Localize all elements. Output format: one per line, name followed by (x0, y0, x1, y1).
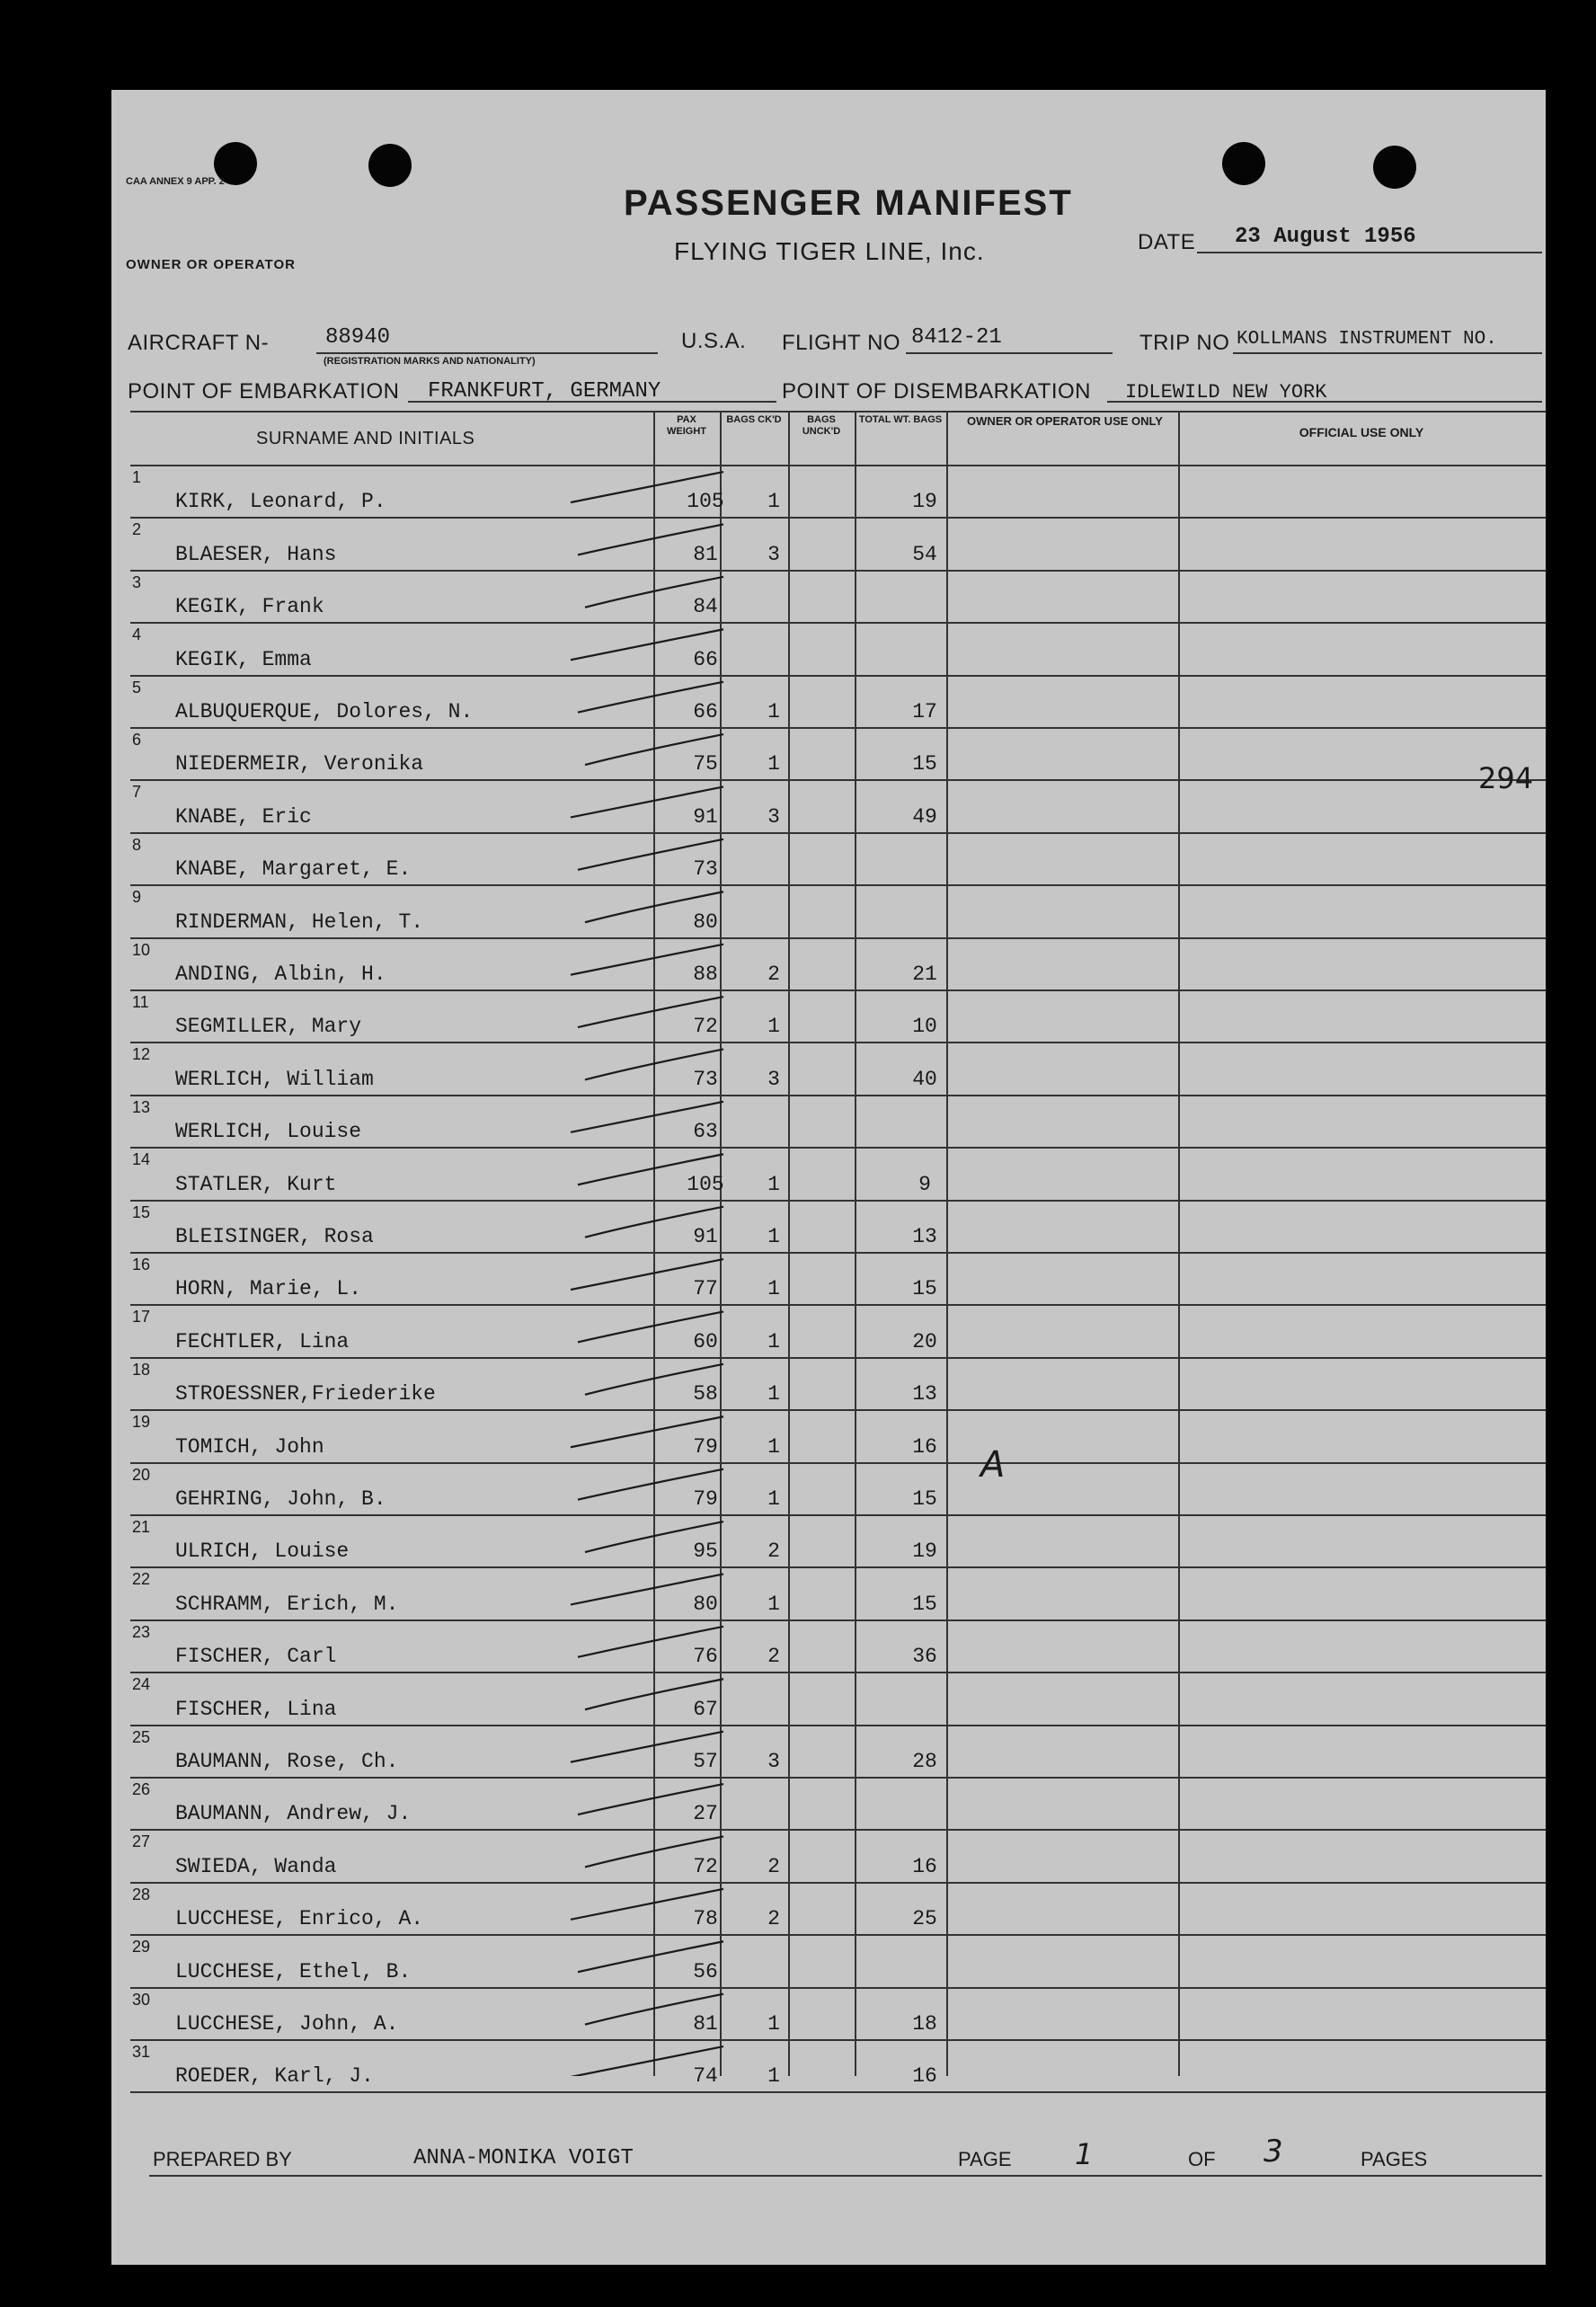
table-top-rule (130, 411, 1546, 413)
owner-note: A (980, 1444, 1006, 1486)
passenger-weight: 77 (693, 1277, 718, 1301)
col-header-bags-unckd: BAGS UNCK'D (802, 414, 841, 437)
official-note: 294 (1478, 761, 1534, 795)
total-bag-weight: 36 (912, 1645, 937, 1669)
passenger-table (130, 411, 1546, 2089)
row-number: 9 (132, 888, 142, 907)
row-number: 12 (132, 1045, 151, 1064)
page-value: 1 (1075, 2137, 1094, 2171)
passenger-weight: 91 (693, 804, 718, 829)
passenger-weight: 80 (693, 909, 718, 934)
passenger-weight: 76 (693, 1645, 718, 1669)
table-row (130, 570, 1546, 624)
passenger-weight: 80 (693, 1592, 718, 1616)
passenger-weight: 105 (687, 490, 724, 514)
total-bag-weight: 15 (912, 752, 937, 776)
table-row (130, 1566, 1546, 1620)
row-number: 14 (132, 1150, 151, 1169)
passenger-name: HORN, Marie, L. (175, 1277, 362, 1301)
passenger-name: FISCHER, Carl (175, 1645, 337, 1669)
passenger-name: KNABE, Eric (175, 804, 312, 829)
total-bag-weight: 18 (912, 2011, 937, 2036)
prepared-value: ANNA-MONIKA VOIGT (413, 2146, 634, 2170)
passenger-name: STROESSNER,Friederike (175, 1382, 436, 1406)
flight-underline (906, 352, 1113, 354)
bags-checked: 1 (767, 1486, 780, 1511)
passenger-name: KIRK, Leonard, P. (175, 490, 386, 514)
passenger-name: RINDERMAN, Helen, T. (175, 909, 424, 934)
bags-checked: 2 (767, 1539, 780, 1564)
table-row (130, 1829, 1546, 1883)
table-row (130, 989, 1546, 1043)
passenger-name: WERLICH, Louise (175, 1120, 362, 1144)
row-number: 17 (132, 1308, 151, 1327)
row-number: 5 (132, 678, 142, 697)
total-bag-weight: 54 (912, 542, 937, 566)
passenger-name: LUCCHESE, Enrico, A. (175, 1907, 424, 1931)
passenger-weight: 81 (693, 2011, 718, 2036)
passenger-weight: 84 (693, 595, 718, 619)
row-number: 22 (132, 1570, 151, 1589)
total-bag-weight: 21 (912, 962, 937, 986)
table-row (130, 1095, 1546, 1149)
page-title: PASSENGER MANIFEST (624, 183, 1073, 223)
passenger-weight: 73 (693, 1067, 718, 1091)
table-row (130, 1725, 1546, 1779)
passenger-weight: 66 (693, 699, 718, 723)
bags-checked: 2 (767, 1854, 780, 1878)
bags-checked: 1 (767, 1172, 780, 1196)
total-bag-weight: 15 (912, 1592, 937, 1616)
row-number: 23 (132, 1622, 151, 1641)
nationality: U.S.A. (681, 329, 747, 353)
page-label: PAGE (958, 2148, 1012, 2170)
embarkation-value: FRANKFURT, GERMANY (428, 379, 661, 404)
bags-checked: 3 (767, 542, 780, 566)
passenger-name: ANDING, Albin, H. (175, 962, 386, 986)
table-row (130, 1409, 1546, 1463)
passenger-weight: 79 (693, 1486, 718, 1511)
row-number: 27 (132, 1832, 151, 1851)
bags-checked: 1 (767, 1592, 780, 1616)
passenger-name: SCHRAMM, Erich, M. (175, 1592, 399, 1616)
punch-hole (368, 144, 412, 187)
form-code: CAA ANNEX 9 APP. 2 (126, 176, 225, 187)
passenger-weight: 27 (693, 1802, 718, 1826)
passenger-weight: 72 (693, 1015, 718, 1039)
disembarkation-label: POINT OF DISEMBARKATION (782, 379, 1091, 404)
table-row (130, 1252, 1546, 1306)
bags-checked: 1 (767, 1015, 780, 1039)
manifest-sheet (111, 90, 1546, 2265)
total-bag-weight: 15 (912, 1486, 937, 1511)
table-row (130, 622, 1546, 676)
of-label: OF (1188, 2148, 1216, 2170)
passenger-name: KEGIK, Frank (175, 595, 324, 619)
table-row (130, 2039, 1546, 2093)
passenger-name: FISCHER, Lina (175, 1697, 337, 1721)
flight-value: 8412-21 (911, 325, 1002, 350)
table-row (130, 1777, 1546, 1831)
passenger-name: KEGIK, Emma (175, 647, 312, 671)
trip-label: TRIP NO (1139, 331, 1230, 355)
bags-checked: 3 (767, 804, 780, 829)
passenger-weight: 74 (693, 2064, 718, 2089)
row-number: 16 (132, 1256, 151, 1273)
passenger-name: LUCCHESE, John, A. (175, 2011, 399, 2036)
row-number: 4 (132, 626, 142, 644)
table-row (130, 1462, 1546, 1516)
bags-checked: 1 (767, 1224, 780, 1248)
passenger-name: NIEDERMEIR, Veronika (175, 752, 424, 776)
bags-checked: 1 (767, 2064, 780, 2089)
table-row (130, 1514, 1546, 1568)
table-row (130, 1200, 1546, 1254)
row-number: 21 (132, 1518, 151, 1536)
trip-underline (1233, 352, 1542, 354)
passenger-name: WERLICH, William (175, 1067, 374, 1091)
table-row (130, 884, 1546, 938)
table-row (130, 1672, 1546, 1726)
passenger-weight: 79 (693, 1434, 718, 1459)
bags-checked: 1 (767, 2011, 780, 2036)
table-row (130, 1304, 1546, 1358)
table-row (130, 832, 1546, 886)
table-row (130, 779, 1546, 833)
passenger-name: ULRICH, Louise (175, 1539, 350, 1564)
passenger-name: TOMICH, John (175, 1434, 324, 1459)
aircraft-underline (316, 352, 658, 354)
passenger-name: BLEISINGER, Rosa (175, 1224, 374, 1248)
passenger-name: BAUMANN, Rose, Ch. (175, 1749, 399, 1773)
table-row (130, 1147, 1546, 1201)
row-number: 11 (132, 993, 149, 1011)
row-number: 8 (132, 835, 142, 854)
passenger-name: FECHTLER, Lina (175, 1329, 350, 1353)
bags-checked: 2 (767, 1645, 780, 1669)
company-name: FLYING TIGER LINE, Inc. (674, 237, 985, 265)
passenger-weight: 56 (693, 1959, 718, 1983)
row-number: 7 (132, 783, 142, 802)
embarkation-label: POINT OF EMBARKATION (128, 379, 400, 404)
passenger-name: GEHRING, John, B. (175, 1486, 386, 1511)
footer-rule (149, 2175, 1542, 2177)
total-bag-weight: 10 (912, 1015, 937, 1039)
row-number: 31 (132, 2043, 151, 2061)
row-number: 30 (132, 1990, 151, 2009)
total-bag-weight: 16 (912, 1854, 937, 1878)
row-number: 18 (132, 1360, 151, 1379)
passenger-weight: 78 (693, 1907, 718, 1931)
bags-checked: 1 (767, 490, 780, 514)
passenger-name: BLAESER, Hans (175, 542, 337, 566)
passenger-weight: 75 (693, 752, 718, 776)
table-row (130, 1357, 1546, 1411)
passenger-weight: 72 (693, 1854, 718, 1878)
row-number: 19 (132, 1413, 151, 1432)
total-bag-weight: 9 (918, 1172, 931, 1196)
row-number: 20 (132, 1465, 151, 1484)
total-bag-weight: 40 (912, 1067, 937, 1091)
flight-label: FLIGHT NO (782, 331, 901, 355)
passenger-name: ALBUQUERQUE, Dolores, N. (175, 699, 474, 723)
bags-checked: 1 (767, 752, 780, 776)
table-row (130, 1619, 1546, 1673)
passenger-name: LUCCHESE, Ethel, B. (175, 1959, 412, 1983)
bags-checked: 1 (767, 1329, 780, 1353)
col-header-owner-use: OWNER OR OPERATOR USE ONLY (967, 414, 1163, 428)
row-number: 24 (132, 1675, 151, 1694)
passenger-name: SEGMILLER, Mary (175, 1015, 362, 1039)
passenger-weight: 88 (693, 962, 718, 986)
owner-label: OWNER OR OPERATOR (126, 257, 296, 272)
table-row (130, 727, 1546, 781)
passenger-weight: 66 (693, 647, 718, 671)
punch-hole (1222, 142, 1265, 185)
col-header-weight: PAX WEIGHT (667, 414, 706, 437)
total-bag-weight: 49 (912, 804, 937, 829)
trip-value: KOLLMANS INSTRUMENT NO. (1237, 329, 1497, 350)
passenger-name: ROEDER, Karl, J. (175, 2064, 374, 2089)
total-bag-weight: 20 (912, 1329, 937, 1353)
total-bag-weight: 19 (912, 490, 937, 514)
col-header-official-use: OFFICIAL USE ONLY (1299, 425, 1424, 439)
total-bag-weight: 16 (912, 1434, 937, 1459)
passenger-name: SWIEDA, Wanda (175, 1854, 337, 1878)
total-bag-weight: 25 (912, 1907, 937, 1931)
passenger-weight: 67 (693, 1697, 718, 1721)
date-underline (1197, 252, 1542, 253)
col-header-name: SURNAME AND INITIALS (256, 429, 475, 448)
passenger-weight: 81 (693, 542, 718, 566)
row-number: 2 (132, 520, 142, 539)
bags-checked: 3 (767, 1067, 780, 1091)
col-header-total-wt: TOTAL WT. BAGS (858, 414, 943, 425)
total-bag-weight: 17 (912, 699, 937, 723)
passenger-weight: 105 (687, 1172, 724, 1196)
bags-checked: 3 (767, 1749, 780, 1773)
passenger-weight: 91 (693, 1224, 718, 1248)
passenger-weight: 60 (693, 1329, 718, 1353)
passenger-weight: 63 (693, 1120, 718, 1144)
bags-checked: 2 (767, 1907, 780, 1931)
row-number: 13 (132, 1097, 151, 1116)
table-row (130, 937, 1546, 991)
table-row (130, 675, 1546, 729)
bags-checked: 1 (767, 1434, 780, 1459)
total-bag-weight: 13 (912, 1224, 937, 1248)
table-row (130, 517, 1546, 571)
row-number: 1 (132, 468, 142, 486)
row-number: 28 (132, 1885, 151, 1903)
col-header-bags-ckd: BAGS CK'D (726, 414, 782, 425)
table-row (130, 465, 1546, 519)
row-number: 25 (132, 1727, 151, 1746)
row-number: 29 (132, 1938, 151, 1957)
row-number: 26 (132, 1780, 151, 1798)
punch-hole (1373, 146, 1416, 189)
total-bag-weight: 28 (912, 1749, 937, 1773)
passenger-weight: 73 (693, 857, 718, 882)
passenger-name: KNABE, Margaret, E. (175, 857, 412, 882)
of-value: 3 (1264, 2134, 1283, 2169)
row-number: 3 (132, 572, 142, 591)
aircraft-value: 88940 (325, 325, 391, 350)
passenger-name: BAUMANN, Andrew, J. (175, 1802, 412, 1826)
pages-label: PAGES (1361, 2148, 1428, 2170)
row-number: 15 (132, 1202, 151, 1221)
table-row (130, 1987, 1546, 2041)
bags-checked: 1 (767, 1277, 780, 1301)
disembarkation-value: IDLEWILD NEW YORK (1125, 381, 1327, 404)
total-bag-weight: 19 (912, 1539, 937, 1564)
table-row (130, 1882, 1546, 1936)
date-value: 23 August 1956 (1235, 225, 1416, 249)
total-bag-weight: 16 (912, 2064, 937, 2089)
registration-note: (REGISTRATION MARKS AND NATIONALITY) (324, 356, 536, 367)
bags-checked: 1 (767, 699, 780, 723)
passenger-weight: 57 (693, 1749, 718, 1773)
date-label: DATE (1138, 230, 1196, 254)
bags-checked: 2 (767, 962, 780, 986)
total-bag-weight: 15 (912, 1277, 937, 1301)
bags-checked: 1 (767, 1382, 780, 1406)
table-row (130, 1934, 1546, 1988)
row-number: 6 (132, 731, 142, 749)
passenger-name: STATLER, Kurt (175, 1172, 337, 1196)
row-number: 10 (132, 940, 151, 959)
total-bag-weight: 13 (912, 1382, 937, 1406)
passenger-weight: 58 (693, 1382, 718, 1406)
table-row (130, 1042, 1546, 1096)
aircraft-label: AIRCRAFT N- (128, 331, 270, 355)
prepared-label: PREPARED BY (153, 2148, 292, 2170)
passenger-weight: 95 (693, 1539, 718, 1564)
